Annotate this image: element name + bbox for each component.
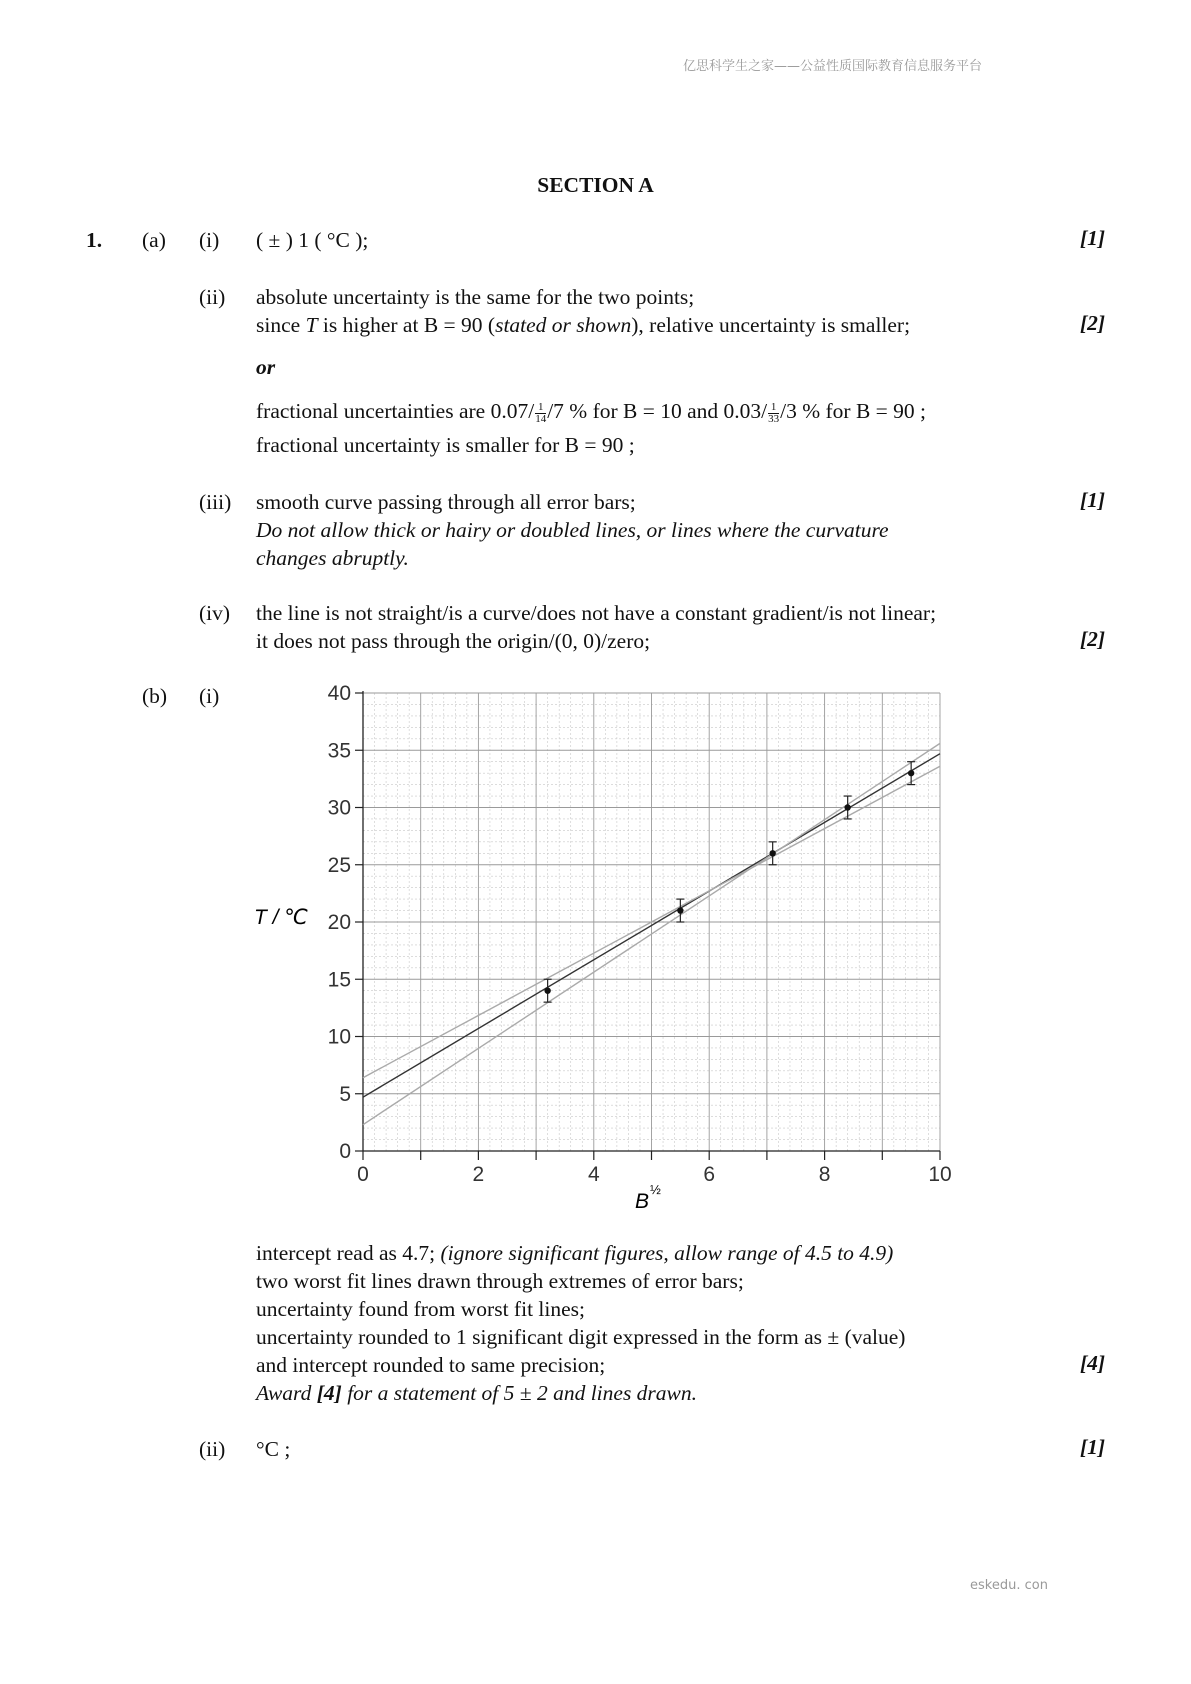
data-point-marker xyxy=(844,804,850,810)
data-point xyxy=(907,762,915,785)
a-ii-alt-line2: fractional uncertainty is smaller for B = 90 ; xyxy=(256,433,635,457)
question-number: 1. xyxy=(86,228,103,252)
chart-x-axis-label-base: B xyxy=(635,1190,650,1213)
data-point-marker xyxy=(677,907,683,913)
data-point-marker xyxy=(769,850,775,856)
a-iv-line1: the line is not straight/is a curve/does not have a constant gradient/is not linear; xyxy=(256,601,937,625)
footer-site-url: eskedu. con xyxy=(970,1578,1048,1593)
data-point-marker xyxy=(544,988,550,994)
a-ii-alt-line1: fractional uncertainties are 0.07/ $\frac{1}{14}$ /7 % for B = 10 and 0.03/ $\frac{1}{33}$ /3 % for B = 90 ; xyxy=(256,399,927,425)
x-tick-label: 0 xyxy=(357,1163,369,1186)
x-tick-label: 10 xyxy=(928,1163,952,1186)
b-i-line3: uncertainty found from worst fit lines; xyxy=(256,1297,585,1321)
data-point xyxy=(676,899,684,922)
header-site-title: 亿思科学生之家——公益性质国际教育信息服务平台 xyxy=(683,59,983,74)
x-tick-label: 6 xyxy=(703,1163,716,1186)
data-point xyxy=(844,796,852,819)
x-tick-label: 8 xyxy=(818,1163,831,1186)
a-ii-line2: since T is higher at B = 90 (stated or shown), relative uncertainty is smaller; xyxy=(256,313,911,337)
a-ii-or: or xyxy=(256,355,276,379)
y-tick-label: 40 xyxy=(327,682,351,705)
b-i-mark: [4] xyxy=(1080,1351,1106,1375)
y-tick-label: 15 xyxy=(327,968,351,992)
y-tick-label: 30 xyxy=(327,796,351,820)
data-point xyxy=(544,979,552,1002)
part-a-label: (a) xyxy=(142,228,166,252)
subpart-a-iv-label: (iv) xyxy=(199,601,231,625)
temperature-vs-root-b-chart xyxy=(250,670,970,1230)
a-iii-note2: changes abruptly. xyxy=(256,546,409,570)
y-tick-label: 0 xyxy=(339,1140,351,1163)
y-tick-label: 20 xyxy=(327,911,351,934)
subpart-a-ii-label: (ii) xyxy=(199,285,226,309)
y-tick-label: 35 xyxy=(327,739,351,763)
section-title: SECTION A xyxy=(537,173,654,197)
fraction-1-14: $\frac{1}{14}$ xyxy=(535,400,547,425)
a-i-answer: ( ± ) 1 ( °C ); xyxy=(256,228,369,252)
b-ii-answer: °C ; xyxy=(256,1437,291,1461)
b-i-line1: intercept read as 4.7; (ignore significant figures, allow range of 4.5 to 4.9) xyxy=(256,1241,894,1265)
x-tick-label: 4 xyxy=(587,1163,600,1186)
a-ii-line1: absolute uncertainty is the same for the two points; xyxy=(256,285,695,309)
b-i-line4: uncertainty rounded to 1 significant digit expressed in the form as ± (value) xyxy=(256,1325,906,1349)
subpart-a-iii-label: (iii) xyxy=(199,490,232,514)
subpart-b-i-label: (i) xyxy=(199,684,220,708)
a-i-mark: [1] xyxy=(1080,226,1106,250)
y-tick-label: 25 xyxy=(327,853,351,877)
chart-y-axis-label: T / ℃ xyxy=(254,906,308,929)
b-i-line5: and intercept rounded to same precision; xyxy=(256,1353,606,1377)
fraction-1-33: $\frac{1}{33}$ xyxy=(768,400,780,425)
data-point-marker xyxy=(908,770,914,776)
a-iii-mark: [1] xyxy=(1080,488,1106,512)
data-point xyxy=(769,842,777,865)
a-ii-mark: [2] xyxy=(1080,311,1106,335)
a-iv-line2: it does not pass through the origin/(0, 0)/zero; xyxy=(256,629,651,653)
chart-x-axis-label-exp: ½ xyxy=(650,1182,661,1197)
b-i-line2: two worst fit lines drawn through extremes of error bars; xyxy=(256,1269,744,1293)
subpart-a-i-label: (i) xyxy=(199,228,220,252)
x-tick-label: 2 xyxy=(472,1163,485,1186)
part-b-label: (b) xyxy=(142,684,168,708)
b-i-line6: Award [4] for a statement of 5 ± 2 and lines drawn. xyxy=(256,1381,698,1405)
a-iii-line1: smooth curve passing through all error bars; xyxy=(256,490,636,514)
y-tick-label: 5 xyxy=(339,1082,351,1106)
chart-y-tick-labels xyxy=(328,682,351,1163)
a-iv-mark: [2] xyxy=(1080,627,1106,651)
chart-axes xyxy=(355,691,940,1160)
y-tick-label: 10 xyxy=(327,1025,351,1049)
chart-x-axis-label xyxy=(635,1182,661,1213)
b-ii-mark: [1] xyxy=(1080,1435,1106,1459)
subpart-b-ii-label: (ii) xyxy=(199,1437,226,1461)
a-iii-note1: Do not allow thick or hairy or doubled lines, or lines where the curvature xyxy=(256,518,889,542)
